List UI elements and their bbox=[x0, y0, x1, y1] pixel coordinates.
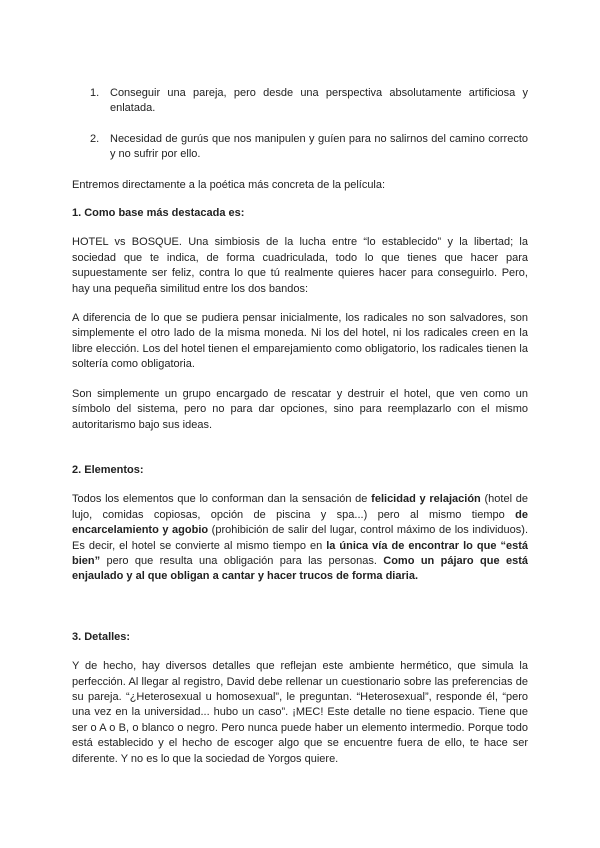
text-run: pero que resulta una obligación para las personas. bbox=[100, 554, 384, 567]
intro-paragraph: Entremos directamente a la poética más concreta de la película: bbox=[72, 178, 386, 191]
text-run: (hotel de lujo, comidas copiosas, opción de piscina y spa...) pero al mismo tiempo bbox=[72, 493, 529, 521]
section-1-paragraph-2: A diferencia de lo que se pudiera pensar inicialmente, los radicales no son salvadores, son simplemente el otro lado de la misma moneda. Ni los del hotel, ni los radicales creen en la libre elección. Los del hotel tienen el emparejamiento como obligatorio, los radicales tienen la soltería como obligatoria. bbox=[72, 312, 528, 371]
list-item-text: Necesidad de gurús que nos manipulen y guíen para no salirnos del camino correcto y no sufrir por ello. bbox=[110, 132, 528, 161]
numbered-list bbox=[72, 86, 528, 163]
list-item-number: 2. bbox=[90, 132, 100, 145]
list-item bbox=[72, 132, 528, 163]
text-run: (prohibición de salir del lugar, control máximo de los individuos). Es decir, el hotel se convierte al mismo tiempo en bbox=[72, 524, 528, 552]
section-3-paragraph: Y de hecho, hay diversos detalles que reflejan este ambiente hermético, que simula la perfección. Al llegar al registro, David debe rellenar un cuestionario sobre las preferencias de su pareja. “¿Heterosexual u homosexual”, le preguntan. “Heterosexual”, responde él, “pero una vez en la universidad... hubo un caso”. ¡MEC! Este detalle no tiene espacio. Tiene que ser o A o B, o blanco o negro. Pero nunca puede haber un elemento intermedio. Porque todo está establecido y el hecho de escoger algo que se encuentre fuera de ello, te hace ser diferente. Y no es lo que la sociedad de Yorgos quiere. bbox=[72, 660, 528, 765]
section-1-paragraph-3: Son simplemente un grupo encargado de rescatar y destruir el hotel, que ven como un símbolo del sistema, pero no para dar opciones, sino para reemplazarlo con el mismo autoritarismo bajo sus ideas. bbox=[72, 387, 528, 431]
bold-text-run: Como un pájaro que está enjaulado y al que obligan a cantar y hacer trucos de forma diaria. bbox=[72, 554, 528, 583]
list-item-number: 1. bbox=[90, 87, 100, 99]
section-1-heading: 1. Como base más destacada es: bbox=[72, 207, 245, 220]
bold-text-run: felicidad y relajación bbox=[371, 493, 481, 506]
section-3-heading: 3. Detalles: bbox=[72, 630, 131, 643]
text-run: Todos los elementos que lo conforman dan la sensación de bbox=[72, 493, 372, 506]
bold-text-run: de encarcelamiento y agobio bbox=[72, 508, 528, 537]
section-1-paragraph-1: HOTEL vs BOSQUE. Una simbiosis de la lucha entre “lo establecido” y la libertad; la sociedad que te indica, de forma cuadriculada, todo lo que tienes que hacer para supuestamente ser feliz, contra lo que tú realmente quieres hacer para conseguirlo. Pero, hay una pequeña similitud entre los dos bandos: bbox=[72, 236, 528, 295]
section-2-paragraph bbox=[72, 492, 528, 584]
list-item-text: Conseguir una pareja, pero desde una perspectiva absolutamente artificiosa y enlatada. bbox=[110, 87, 528, 115]
section-2-heading: 2. Elementos: bbox=[72, 463, 144, 476]
bold-text-run: la única vía de encontrar lo que “está bien” bbox=[72, 539, 528, 567]
list-item bbox=[72, 86, 528, 117]
